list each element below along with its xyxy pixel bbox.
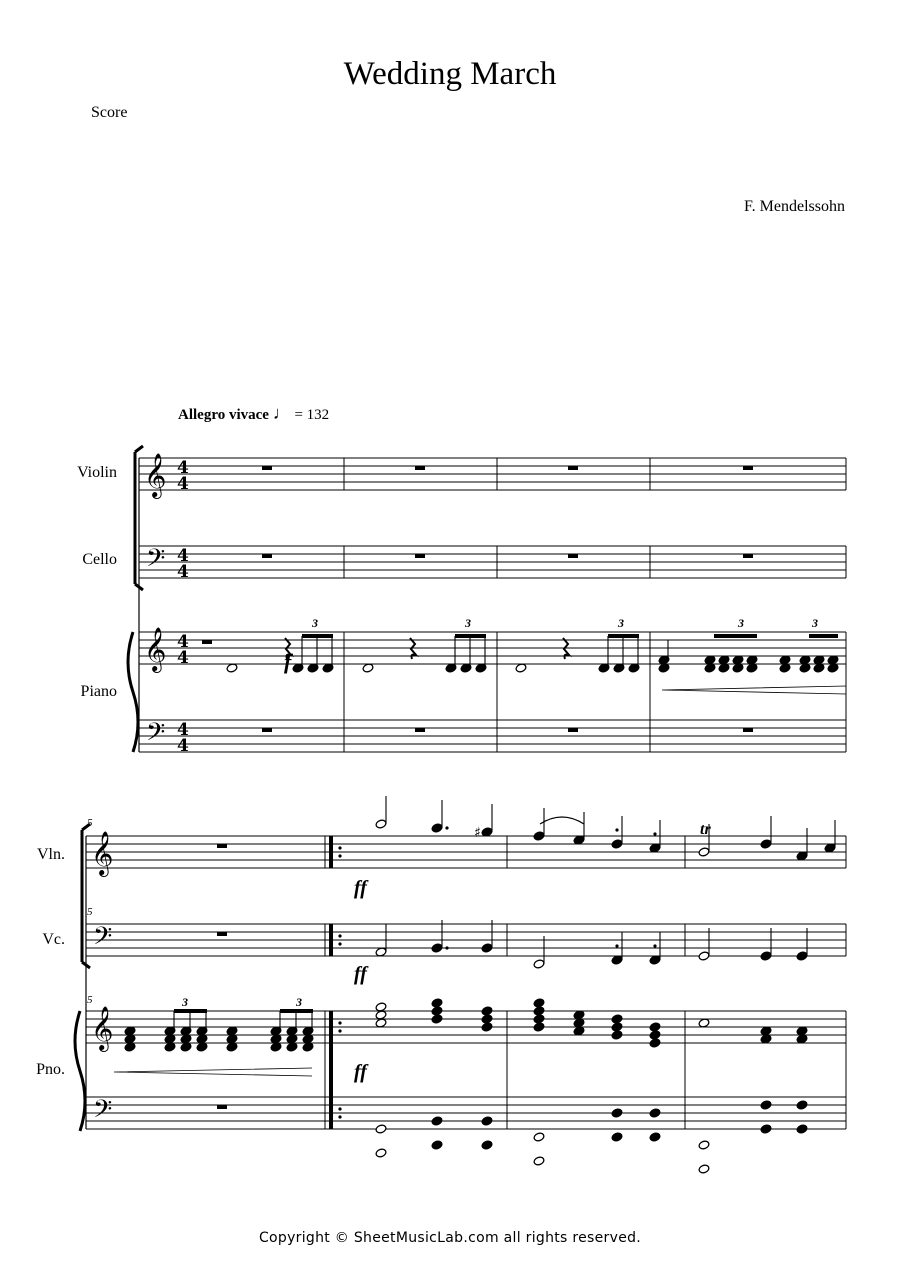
staccato-dot	[338, 1115, 341, 1118]
whole-rest	[262, 466, 272, 470]
staccato-dot	[615, 944, 618, 947]
staccato-dot	[653, 832, 656, 835]
note-head	[760, 951, 772, 961]
time-signature: 4	[177, 562, 189, 582]
measure-number-violin: 5	[87, 817, 93, 829]
note-head	[649, 1038, 661, 1048]
note-head	[760, 1100, 772, 1110]
note-head	[481, 1022, 493, 1032]
sharp-icon: ♯	[474, 825, 481, 841]
note-head	[649, 1108, 661, 1118]
note-beam	[455, 634, 486, 638]
staccato-dot	[338, 854, 341, 857]
note-head	[698, 847, 710, 857]
note-beam	[280, 1009, 313, 1013]
note-head	[760, 839, 772, 849]
dynamic-fortissimo-violin: ff	[354, 877, 367, 899]
note-head	[611, 839, 623, 849]
dynamic-forte: f	[284, 649, 292, 674]
time-signature: 4	[177, 736, 189, 756]
note-head	[375, 1148, 387, 1158]
whole-rest	[217, 932, 227, 936]
treble-clef-icon: 𝄞	[144, 453, 167, 497]
brace	[128, 632, 138, 752]
note-head	[481, 1140, 493, 1150]
whole-rest	[217, 844, 227, 848]
treble-clef-icon: 𝄞	[144, 627, 167, 671]
measure-number-cello: 5	[87, 906, 93, 918]
time-signature: 4	[177, 632, 189, 652]
quarter-note-icon: ♩	[272, 403, 291, 423]
note-head	[698, 951, 710, 961]
instrument-label-vc: Vc.	[42, 931, 65, 948]
note-beam	[714, 634, 757, 638]
note-head	[431, 1140, 443, 1150]
score-subtitle: Score	[91, 104, 128, 121]
note-head	[533, 1156, 545, 1166]
note-head	[481, 1116, 493, 1126]
time-signature: 4	[177, 458, 189, 478]
note-head	[698, 1140, 710, 1150]
whole-rest	[568, 554, 578, 558]
whole-rest	[217, 1105, 227, 1109]
time-signature: 4	[177, 474, 189, 494]
staccato-dot	[445, 946, 448, 949]
whole-rest	[743, 466, 753, 470]
note-head	[375, 819, 387, 829]
note-head	[431, 1116, 443, 1126]
note-head	[431, 1006, 443, 1016]
whole-rest	[743, 554, 753, 558]
whole-rest	[415, 554, 425, 558]
whole-rest	[202, 640, 212, 644]
staccato-dot	[338, 1107, 341, 1110]
note-head	[796, 951, 808, 961]
note-head	[649, 1132, 661, 1142]
note-head	[431, 943, 443, 953]
bass-clef-icon: 𝄢	[146, 544, 166, 579]
time-signature: 4	[177, 546, 189, 566]
note-head	[533, 1006, 545, 1016]
bass-clef-icon: 𝄢	[93, 1095, 113, 1130]
composer-name: F. Mendelssohn	[744, 198, 845, 215]
staccato-dot	[445, 826, 448, 829]
trill-mark: tr	[700, 821, 711, 838]
note-head	[649, 1030, 661, 1040]
note-head	[760, 1124, 772, 1134]
note-beam	[174, 1009, 207, 1013]
note-head	[375, 1124, 387, 1134]
tempo-value: = 132	[294, 407, 330, 423]
staccato-dot	[338, 934, 341, 937]
slur	[540, 817, 584, 824]
tuplet-number: 3	[618, 616, 624, 630]
note-beam	[809, 634, 838, 638]
note-head	[481, 943, 493, 953]
instrument-label-vln: Vln.	[37, 846, 65, 863]
staccato-dot	[615, 828, 618, 831]
whole-rest	[262, 728, 272, 732]
note-beam	[608, 634, 639, 638]
bass-clef-icon: 𝄢	[93, 922, 113, 957]
note-head	[698, 1164, 710, 1174]
staccato-dot	[653, 944, 656, 947]
note-head	[481, 1014, 493, 1024]
note-head	[611, 1108, 623, 1118]
dynamic-fortissimo-piano: ff	[354, 1061, 367, 1083]
tuplet-number: 3	[738, 616, 744, 630]
whole-rest	[568, 466, 578, 470]
score-title: Wedding March	[343, 56, 557, 92]
tuplet-number: 3	[812, 616, 818, 630]
instrument-label-pno: Pno.	[36, 1061, 65, 1078]
tuplet-number: 3	[296, 995, 302, 1009]
hairpin	[114, 1068, 312, 1076]
time-signature: 4	[177, 648, 189, 668]
brace	[75, 1011, 85, 1131]
staccato-dot	[338, 846, 341, 849]
note-head	[431, 1014, 443, 1024]
note-head	[611, 1014, 623, 1024]
note-head	[611, 1132, 623, 1142]
note-head	[533, 1014, 545, 1024]
whole-rest	[415, 728, 425, 732]
measure-number-piano: 5	[87, 994, 93, 1006]
dynamic-fortissimo-cello: ff	[354, 963, 367, 985]
staccato-dot	[338, 1021, 341, 1024]
tuplet-number: 3	[312, 616, 318, 630]
staccato-dot	[338, 942, 341, 945]
whole-rest	[743, 728, 753, 732]
copyright-notice: Copyright © SheetMusicLab.com all rights reserved.	[258, 1230, 642, 1246]
note-head	[796, 1124, 808, 1134]
whole-rest	[262, 554, 272, 558]
bass-clef-icon: 𝄢	[146, 718, 166, 753]
hairpin	[662, 686, 846, 694]
treble-clef-icon: 𝄞	[91, 831, 114, 875]
time-signature: 4	[177, 720, 189, 740]
note-head	[533, 959, 545, 969]
note-head	[611, 1022, 623, 1032]
instrument-label-piano: Piano	[80, 683, 117, 700]
note-head	[649, 1022, 661, 1032]
tuplet-number: 3	[182, 995, 188, 1009]
whole-rest	[568, 728, 578, 732]
note-head	[431, 823, 443, 833]
note-head	[611, 1030, 623, 1040]
note-head	[796, 1100, 808, 1110]
tempo-text: Allegro vivace	[178, 407, 269, 423]
note-head	[533, 831, 545, 841]
tuplet-number: 3	[465, 616, 471, 630]
staccato-dot	[338, 1029, 341, 1032]
instrument-label-cello: Cello	[82, 551, 117, 568]
note-head	[533, 1022, 545, 1032]
note-beam	[302, 634, 333, 638]
note-head	[533, 998, 545, 1008]
note-head	[481, 1006, 493, 1016]
treble-clef-icon: 𝄞	[91, 1006, 114, 1050]
note-head	[533, 1132, 545, 1142]
instrument-label-violin: Violin	[77, 464, 117, 481]
note-head	[431, 998, 443, 1008]
whole-rest	[415, 466, 425, 470]
